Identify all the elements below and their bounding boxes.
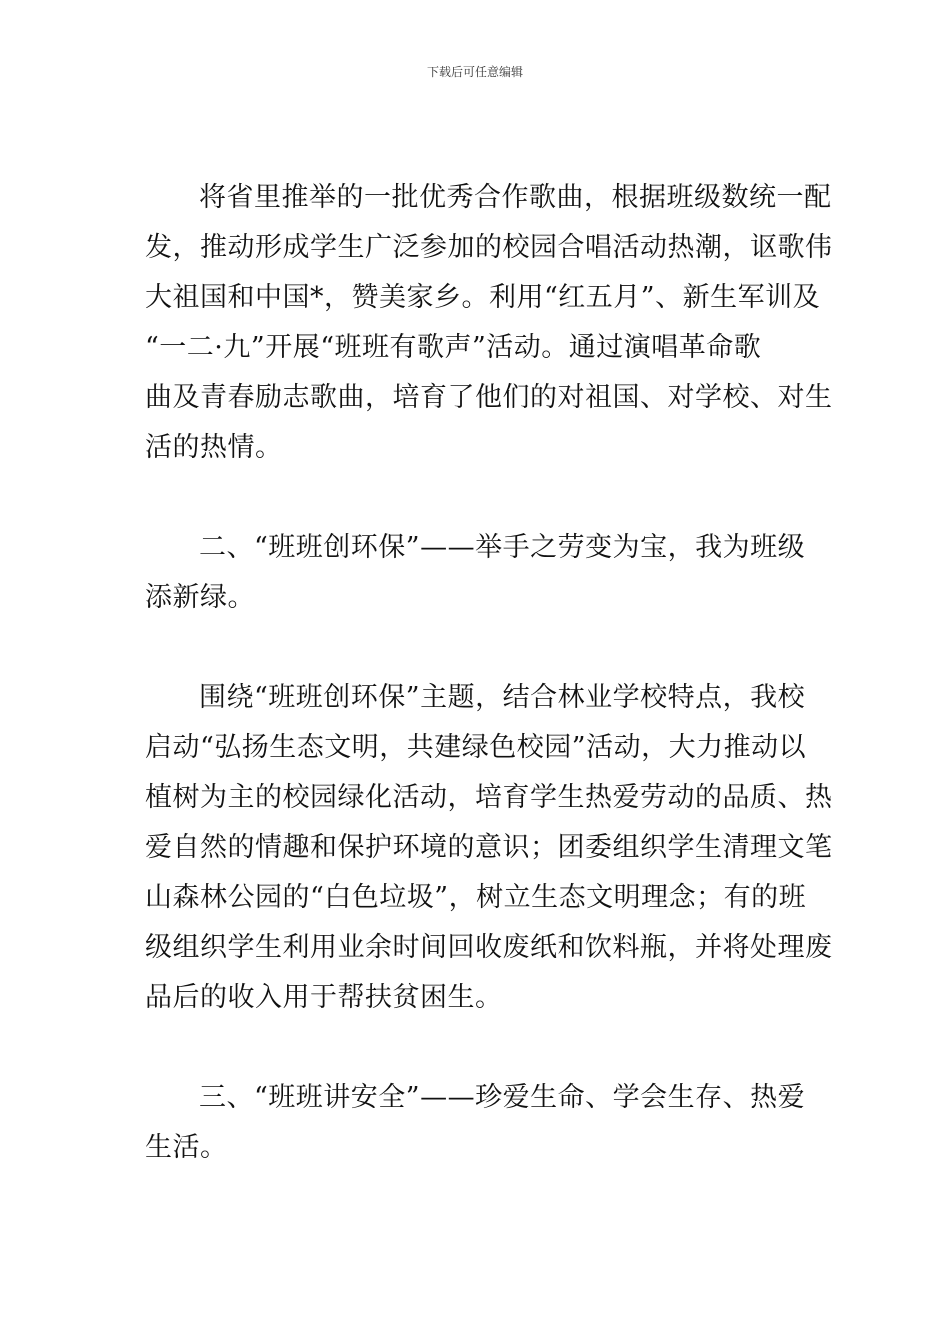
paragraph-line: 围绕“班班创环保”主题，结合林业学校特点，我校 — [199, 682, 806, 713]
paragraph-line: 爱自然的情趣和保护环境的意识；团委组织学生清理文笔 — [145, 832, 833, 863]
paragraph-line: 启动“弘扬生态文明，共建绿色校园”活动，大力推动以 — [145, 732, 807, 763]
paragraph-line: “一二·九”开展“班班有歌声”活动。通过演唱革命歌 — [145, 332, 762, 363]
paragraph-line: 品后的收入用于帮扶贫困生。 — [145, 982, 503, 1013]
paragraph-line: 大祖国和中国*，赞美家乡。利用“红五月”、新生军训及 — [145, 282, 821, 313]
section-heading-line: 生活。 — [145, 1132, 228, 1163]
paragraph-line: 曲及青春励志歌曲，培育了他们的对祖国、对学校、对生 — [145, 382, 833, 413]
page-header: 下载后可任意编辑 — [426, 65, 523, 79]
paragraph-line: 植树为主的校园绿化活动，培育学生热爱劳动的品质、热 — [145, 782, 833, 813]
section-heading-line: 二、“班班创环保”——举手之劳变为宝，我为班级 — [199, 532, 806, 563]
section-heading-line: 三、“班班讲安全”——珍爱生命、学会生存、热爱 — [199, 1082, 806, 1113]
paragraph-line: 活的热情。 — [145, 432, 283, 463]
paragraph-line: 山森林公园的“白色垃圾”，树立生态文明理念；有的班 — [145, 882, 807, 913]
paragraph-line: 发，推动形成学生广泛参加的校园合唱活动热潮，讴歌伟 — [145, 232, 833, 263]
paragraph-line: 将省里推举的一批优秀合作歌曲，根据班级数统一配 — [199, 182, 832, 213]
section-heading-line: 添新绿。 — [145, 582, 255, 613]
paragraph-line: 级组织学生利用业余时间回收废纸和饮料瓶，并将处理废 — [145, 932, 833, 963]
